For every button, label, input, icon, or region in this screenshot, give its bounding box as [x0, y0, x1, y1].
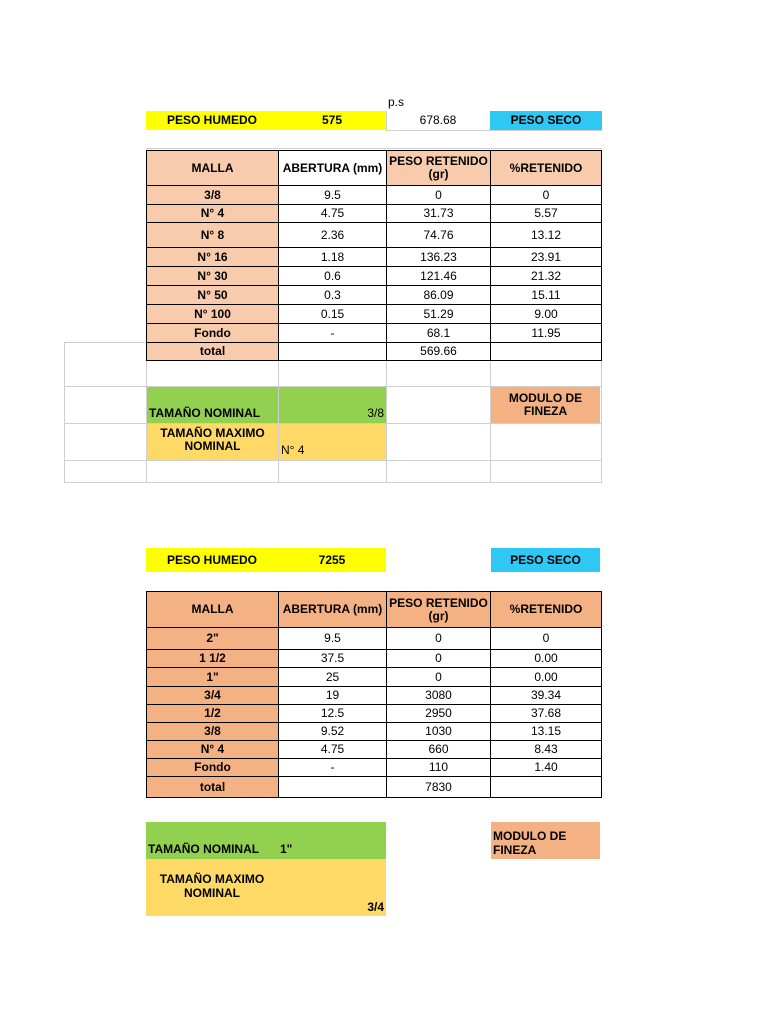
total-value: 7830	[425, 779, 452, 794]
tamano-maximo-value: 3/4	[367, 900, 384, 914]
table-row-peso: 74.76	[423, 227, 454, 242]
table-row-peso: 110	[428, 760, 449, 774]
table-row-pct: 1.40	[534, 760, 558, 774]
table-row-malla: 1"	[147, 668, 278, 686]
gridline	[146, 148, 602, 149]
table-row-abertura: 9.52	[320, 724, 345, 738]
table-row-abertura: 12.5	[320, 706, 345, 720]
table-row-malla: 1/2	[147, 705, 278, 722]
table-row-pct: 0.00	[534, 651, 558, 665]
table-row-abertura: 9.5	[324, 631, 341, 645]
tamano-maximo-label: TAMAÑO MAXIMO NOMINAL	[147, 424, 278, 460]
table-row-abertura: 1.18	[320, 249, 345, 264]
table-row-pct: 0	[542, 187, 550, 202]
table-row-malla: 3/8	[147, 723, 278, 740]
gridline	[64, 482, 602, 483]
table-row-malla: N° 4	[147, 741, 278, 758]
gridline	[64, 342, 65, 483]
gridline	[64, 460, 602, 461]
modulo-fineza-label: MODULO DE FINEZA	[491, 387, 600, 423]
table-row-peso: 2950	[425, 706, 452, 720]
table-row-malla: 2"	[147, 628, 278, 649]
table-row-peso: 0	[435, 631, 442, 645]
table-row-abertura: 25	[325, 669, 340, 684]
tamano-maximo-label: TAMAÑO MAXIMO NOMINAL	[159, 872, 265, 900]
table-row-abertura: 37.5	[320, 651, 345, 665]
gridline	[386, 361, 387, 483]
table-row-pct: 21.32	[530, 268, 562, 283]
table-row-abertura: 2.36	[320, 227, 345, 242]
table-row-malla: N° 100	[147, 305, 278, 323]
table-row-malla: N° 8	[147, 223, 278, 247]
peso-seco-label: PESO SECO	[491, 548, 600, 572]
gridline	[64, 342, 147, 343]
table-row-pct: 15.11	[531, 287, 561, 302]
table-row-pct: 5.57	[534, 206, 558, 220]
table-row-abertura: -	[330, 325, 335, 340]
modulo-fineza-block	[491, 822, 600, 859]
table-row-peso: 121.46	[420, 268, 457, 283]
table-row-abertura: 0.15	[320, 306, 345, 321]
table-row-malla: N° 50	[147, 286, 278, 304]
header-abertura: ABERTURA (mm)	[282, 160, 383, 175]
peso-seco-value: 678.68	[419, 113, 457, 127]
tamano-maximo-value: N° 4	[279, 424, 386, 460]
table-row-abertura: 4.75	[320, 742, 345, 756]
header-pct-retenido: %RETENIDO	[491, 592, 601, 627]
table-row-abertura: -	[330, 760, 335, 774]
table-row-malla: 3/8	[147, 186, 278, 204]
table-row-malla: 1 1/2	[147, 650, 278, 667]
table-row-malla: Fondo	[147, 759, 278, 776]
table-row-peso: 1030	[425, 724, 452, 738]
table-row-pct: 23.91	[530, 249, 562, 264]
modulo-fineza-label: MODULO DE FINEZA	[493, 829, 567, 857]
table-row-malla: Fondo	[147, 324, 278, 342]
header-abertura: ABERTURA (mm)	[279, 592, 386, 627]
table-row-peso: 3080	[425, 688, 452, 702]
table-row-peso: 86.09	[423, 287, 454, 302]
table-row-pct: 8.43	[534, 742, 558, 756]
tamano-nominal-value: 3/8	[279, 387, 386, 423]
tamano-nominal-label: TAMAÑO NOMINAL	[148, 842, 260, 856]
tamano-nominal-block	[146, 822, 386, 859]
tamano-nominal-label: TAMAÑO NOMINAL	[147, 387, 278, 423]
table-row-abertura: 0.6	[324, 268, 341, 283]
table-row-abertura: 19	[325, 688, 340, 702]
header-malla: MALLA	[147, 151, 278, 185]
tamano-nominal-value: 1"	[280, 842, 293, 856]
tamano-maximo-block	[146, 859, 386, 916]
table-row-pct: 0.00	[534, 669, 558, 684]
table-row-peso: 68.1	[426, 325, 451, 340]
table-row-peso: 0	[435, 669, 442, 684]
header-peso-retenido: PESO RETENIDO (gr)	[387, 151, 490, 185]
header-pct-retenido: %RETENIDO	[491, 151, 601, 185]
header-peso-retenido: PESO RETENIDO (gr)	[387, 592, 490, 627]
table-row-abertura: 0.3	[324, 287, 341, 302]
table-row-pct: 9.00	[534, 306, 558, 321]
table-row-peso: 51.29	[423, 306, 454, 321]
ps-label: p.s	[387, 95, 404, 109]
table-row-malla: N° 4	[147, 205, 278, 222]
table-row-peso: 136.23	[420, 249, 457, 264]
table-row-peso: 660	[428, 742, 449, 756]
table-row-pct: 39.34	[530, 688, 562, 702]
table-row-abertura: 4.75	[320, 206, 345, 220]
table-row-pct: 13.12	[530, 227, 562, 242]
gridline	[386, 130, 602, 131]
gridline	[601, 361, 602, 483]
table-row-pct: 13.15	[530, 724, 562, 738]
total-value: 569.66	[420, 344, 457, 358]
header-malla: MALLA	[147, 592, 278, 627]
total-label: total	[147, 343, 278, 360]
table-row-malla: N° 30	[147, 267, 278, 285]
peso-humedo-label: PESO HUMEDO	[146, 111, 278, 130]
peso-seco-label: PESO SECO	[490, 111, 602, 130]
table-row-peso: 31.73	[423, 206, 454, 220]
peso-humedo-label: PESO HUMEDO	[146, 548, 278, 572]
table-row-peso: 0	[435, 651, 442, 665]
table-row-malla: 3/4	[147, 687, 278, 704]
peso-humedo-value: 7255	[278, 548, 386, 572]
table-row-pct: 37.68	[530, 706, 562, 720]
total-label: total	[147, 777, 278, 797]
table-row-abertura: 9.5	[324, 187, 341, 202]
table-row-pct: 11.95	[531, 325, 561, 340]
peso-humedo-value: 575	[278, 111, 386, 130]
table-row-peso: 0	[435, 187, 442, 202]
table-row-malla: N° 16	[147, 248, 278, 266]
table-row-pct: 0	[542, 631, 550, 645]
